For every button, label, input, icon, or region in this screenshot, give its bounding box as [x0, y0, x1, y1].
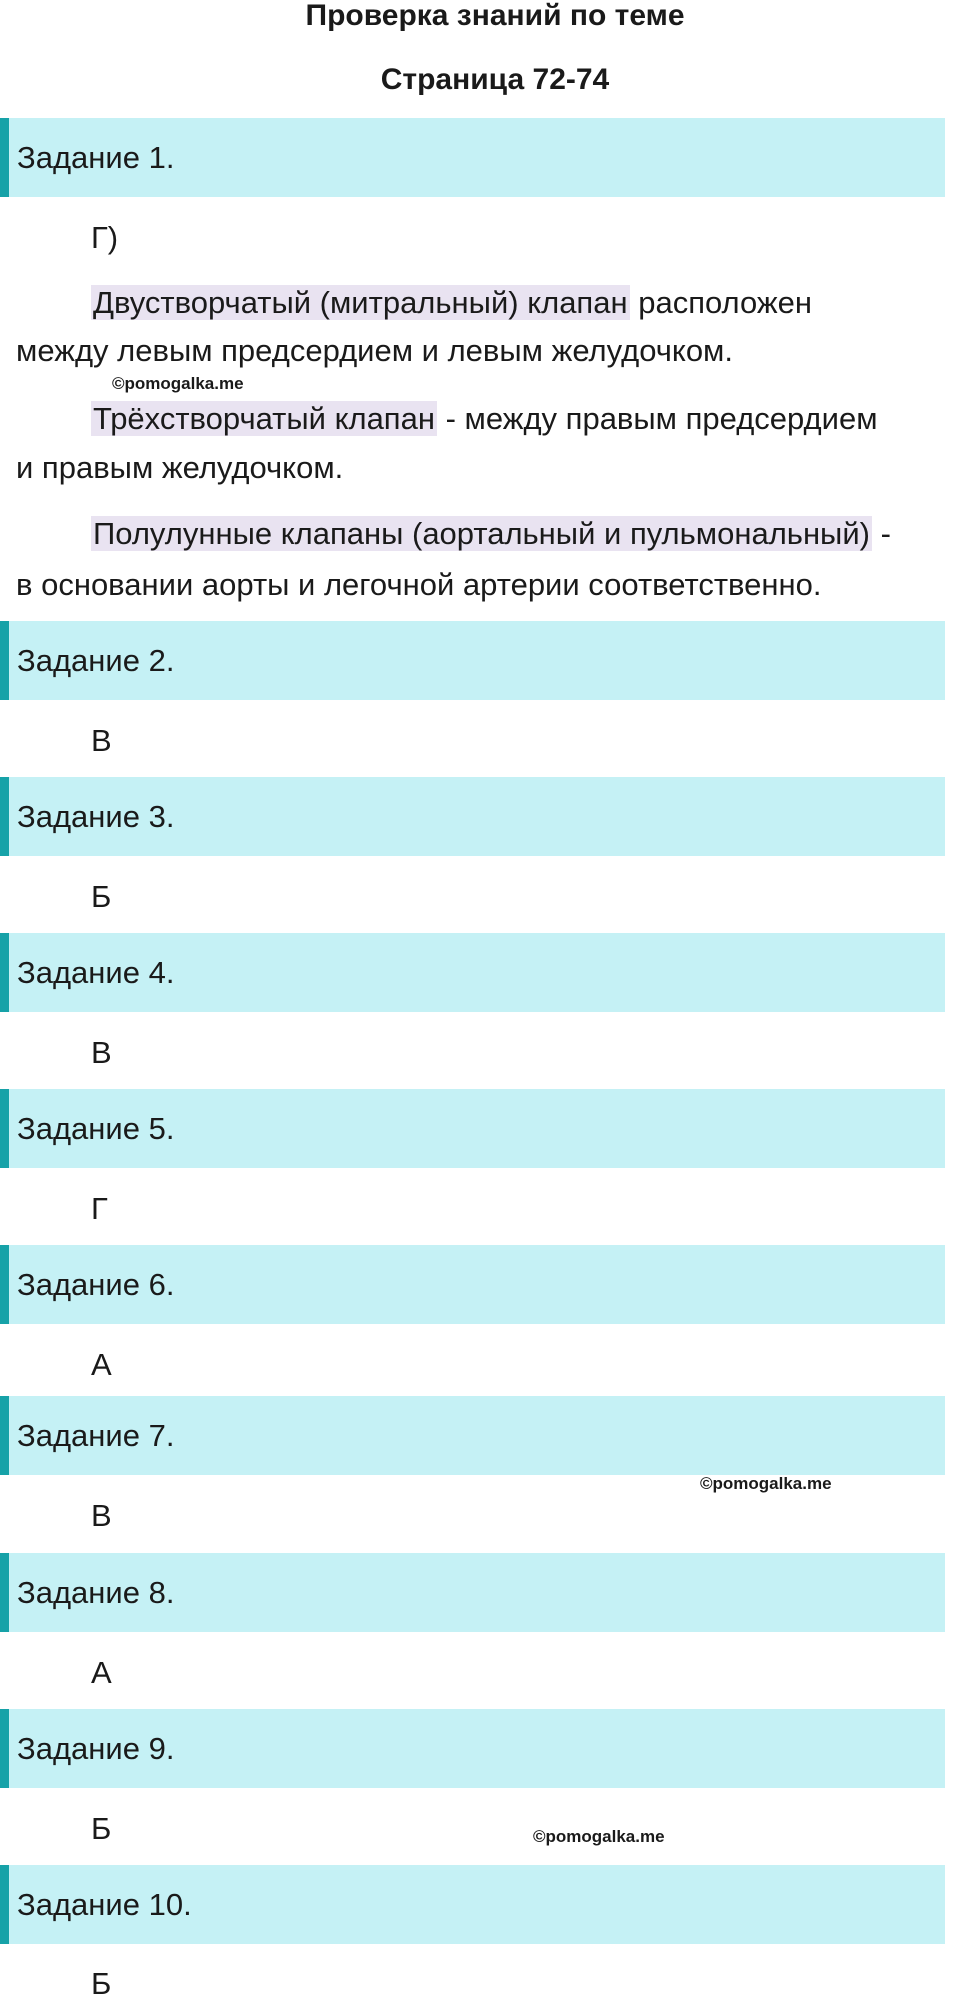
text-mitral-rest: расположен — [629, 285, 812, 320]
task-label: Задание 10. — [17, 1887, 192, 1922]
paragraph-tricuspid-line1 — [91, 399, 878, 439]
task-answer-6: А — [91, 1347, 112, 1382]
highlight-semilunar: Полулунные клапаны (аортальный и пульмональный) — [93, 516, 870, 551]
paragraph-semilunar-line2: в основании аорты и легочной артерии соответственно. — [16, 567, 822, 602]
task-header-2 — [0, 621, 945, 700]
paragraph-tricuspid-line2: и правым желудочком. — [16, 450, 344, 485]
task-label: Задание 8. — [17, 1575, 175, 1610]
task-header-4 — [0, 933, 945, 1012]
task-answer-3: Б — [91, 879, 112, 914]
task-header-7 — [0, 1396, 945, 1475]
task-header-10 — [0, 1865, 945, 1944]
task-answer-5: Г — [91, 1191, 108, 1226]
task-answer-8: А — [91, 1655, 112, 1690]
task-label: Задание 6. — [17, 1267, 175, 1302]
task-answer-2: В — [91, 723, 112, 758]
task-header-6 — [0, 1245, 945, 1324]
text-tricuspid-rest: - между правым предсердием — [436, 401, 878, 436]
task-label: Задание 3. — [17, 799, 175, 834]
task-label: Задание 7. — [17, 1418, 175, 1453]
task-label: Задание 5. — [17, 1111, 175, 1146]
highlight-tricuspid: Трёхстворчатый клапан — [93, 401, 435, 436]
page-title: Проверка знаний по теме — [305, 0, 685, 32]
task-label: Задание 1. — [17, 140, 175, 175]
watermark-1: ©pomogalka.me — [112, 374, 244, 393]
task-header-1 — [0, 118, 945, 197]
page-number-title: Страница 72-74 — [380, 63, 610, 96]
task-header-8 — [0, 1553, 945, 1632]
watermark-2: ©pomogalka.me — [700, 1474, 832, 1493]
text-semilunar-rest: - — [871, 516, 891, 551]
task-answer-4: В — [91, 1035, 112, 1070]
task-header-5 — [0, 1089, 945, 1168]
task-answer-9: Б — [91, 1811, 112, 1846]
task-label: Задание 2. — [17, 643, 175, 678]
task-header-3 — [0, 777, 945, 856]
paragraph-semilunar-line1 — [91, 514, 891, 554]
paragraph-mitral-line2: между левым предсердием и левым желудочком. — [16, 333, 733, 368]
task-header-9 — [0, 1709, 945, 1788]
task-answer-10: Б — [91, 1966, 112, 2001]
paragraph-mitral-line1 — [91, 283, 812, 323]
task-answer-7: В — [91, 1498, 112, 1533]
task-answer-1: Г) — [91, 220, 119, 255]
task-label: Задание 9. — [17, 1731, 175, 1766]
task-label: Задание 4. — [17, 955, 175, 990]
highlight-mitral: Двустворчатый (митральный) клапан — [93, 285, 628, 320]
watermark-3: ©pomogalka.me — [533, 1827, 665, 1846]
